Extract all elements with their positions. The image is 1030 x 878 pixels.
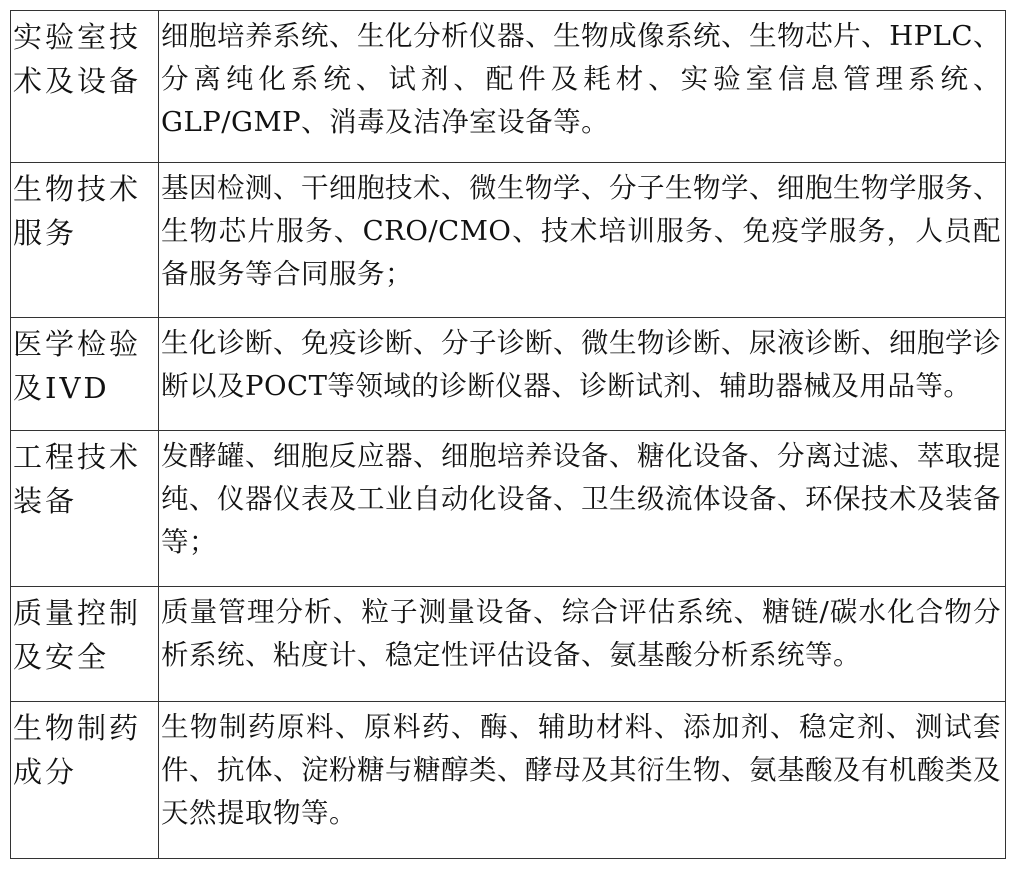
- table-row: [11, 587, 1006, 702]
- table-row: [11, 318, 1006, 431]
- table-row: [11, 431, 1006, 587]
- exhibit-category-table: [10, 10, 1006, 859]
- category-cell: 工程技术装备: [11, 431, 159, 587]
- table-row: [11, 11, 1006, 163]
- table-row: [11, 702, 1006, 859]
- content-cell: 生物制药原料、原料药、酶、辅助材料、添加剂、稳定剂、测试套件、抗体、淀粉糖与糖醇类、酵母及其衍生物、氨基酸及有机酸类及天然提取物等。: [159, 702, 1006, 859]
- content-cell: 质量管理分析、粒子测量设备、综合评估系统、糖链/碳水化合物分析系统、粘度计、稳定性评估设备、氨基酸分析系统等。: [159, 587, 1006, 702]
- category-cell: 实验室技术及设备: [11, 11, 159, 163]
- exhibit-category-table-container: [10, 10, 1006, 859]
- category-cell: 医学检验及IVD: [11, 318, 159, 431]
- content-cell: 基因检测、干细胞技术、微生物学、分子生物学、细胞生物学服务、生物芯片服务、CRO/CMO、技术培训服务、免疫学服务，人员配备服务等合同服务；: [159, 163, 1006, 318]
- category-cell: 生物制药成分: [11, 702, 159, 859]
- content-cell: 生化诊断、免疫诊断、分子诊断、微生物诊断、尿液诊断、细胞学诊断以及POCT等领域的诊断仪器、诊断试剂、辅助器械及用品等。: [159, 318, 1006, 431]
- category-cell: 质量控制及安全: [11, 587, 159, 702]
- category-cell: 生物技术服务: [11, 163, 159, 318]
- content-cell: 发酵罐、细胞反应器、细胞培养设备、糖化设备、分离过滤、萃取提纯、仪器仪表及工业自动化设备、卫生级流体设备、环保技术及装备等；: [159, 431, 1006, 587]
- content-cell: 细胞培养系统、生化分析仪器、生物成像系统、生物芯片、HPLC、分离纯化系统、试剂、配件及耗材、实验室信息管理系统、GLP/GMP、消毒及洁净室设备等。: [159, 11, 1006, 163]
- table-row: [11, 163, 1006, 318]
